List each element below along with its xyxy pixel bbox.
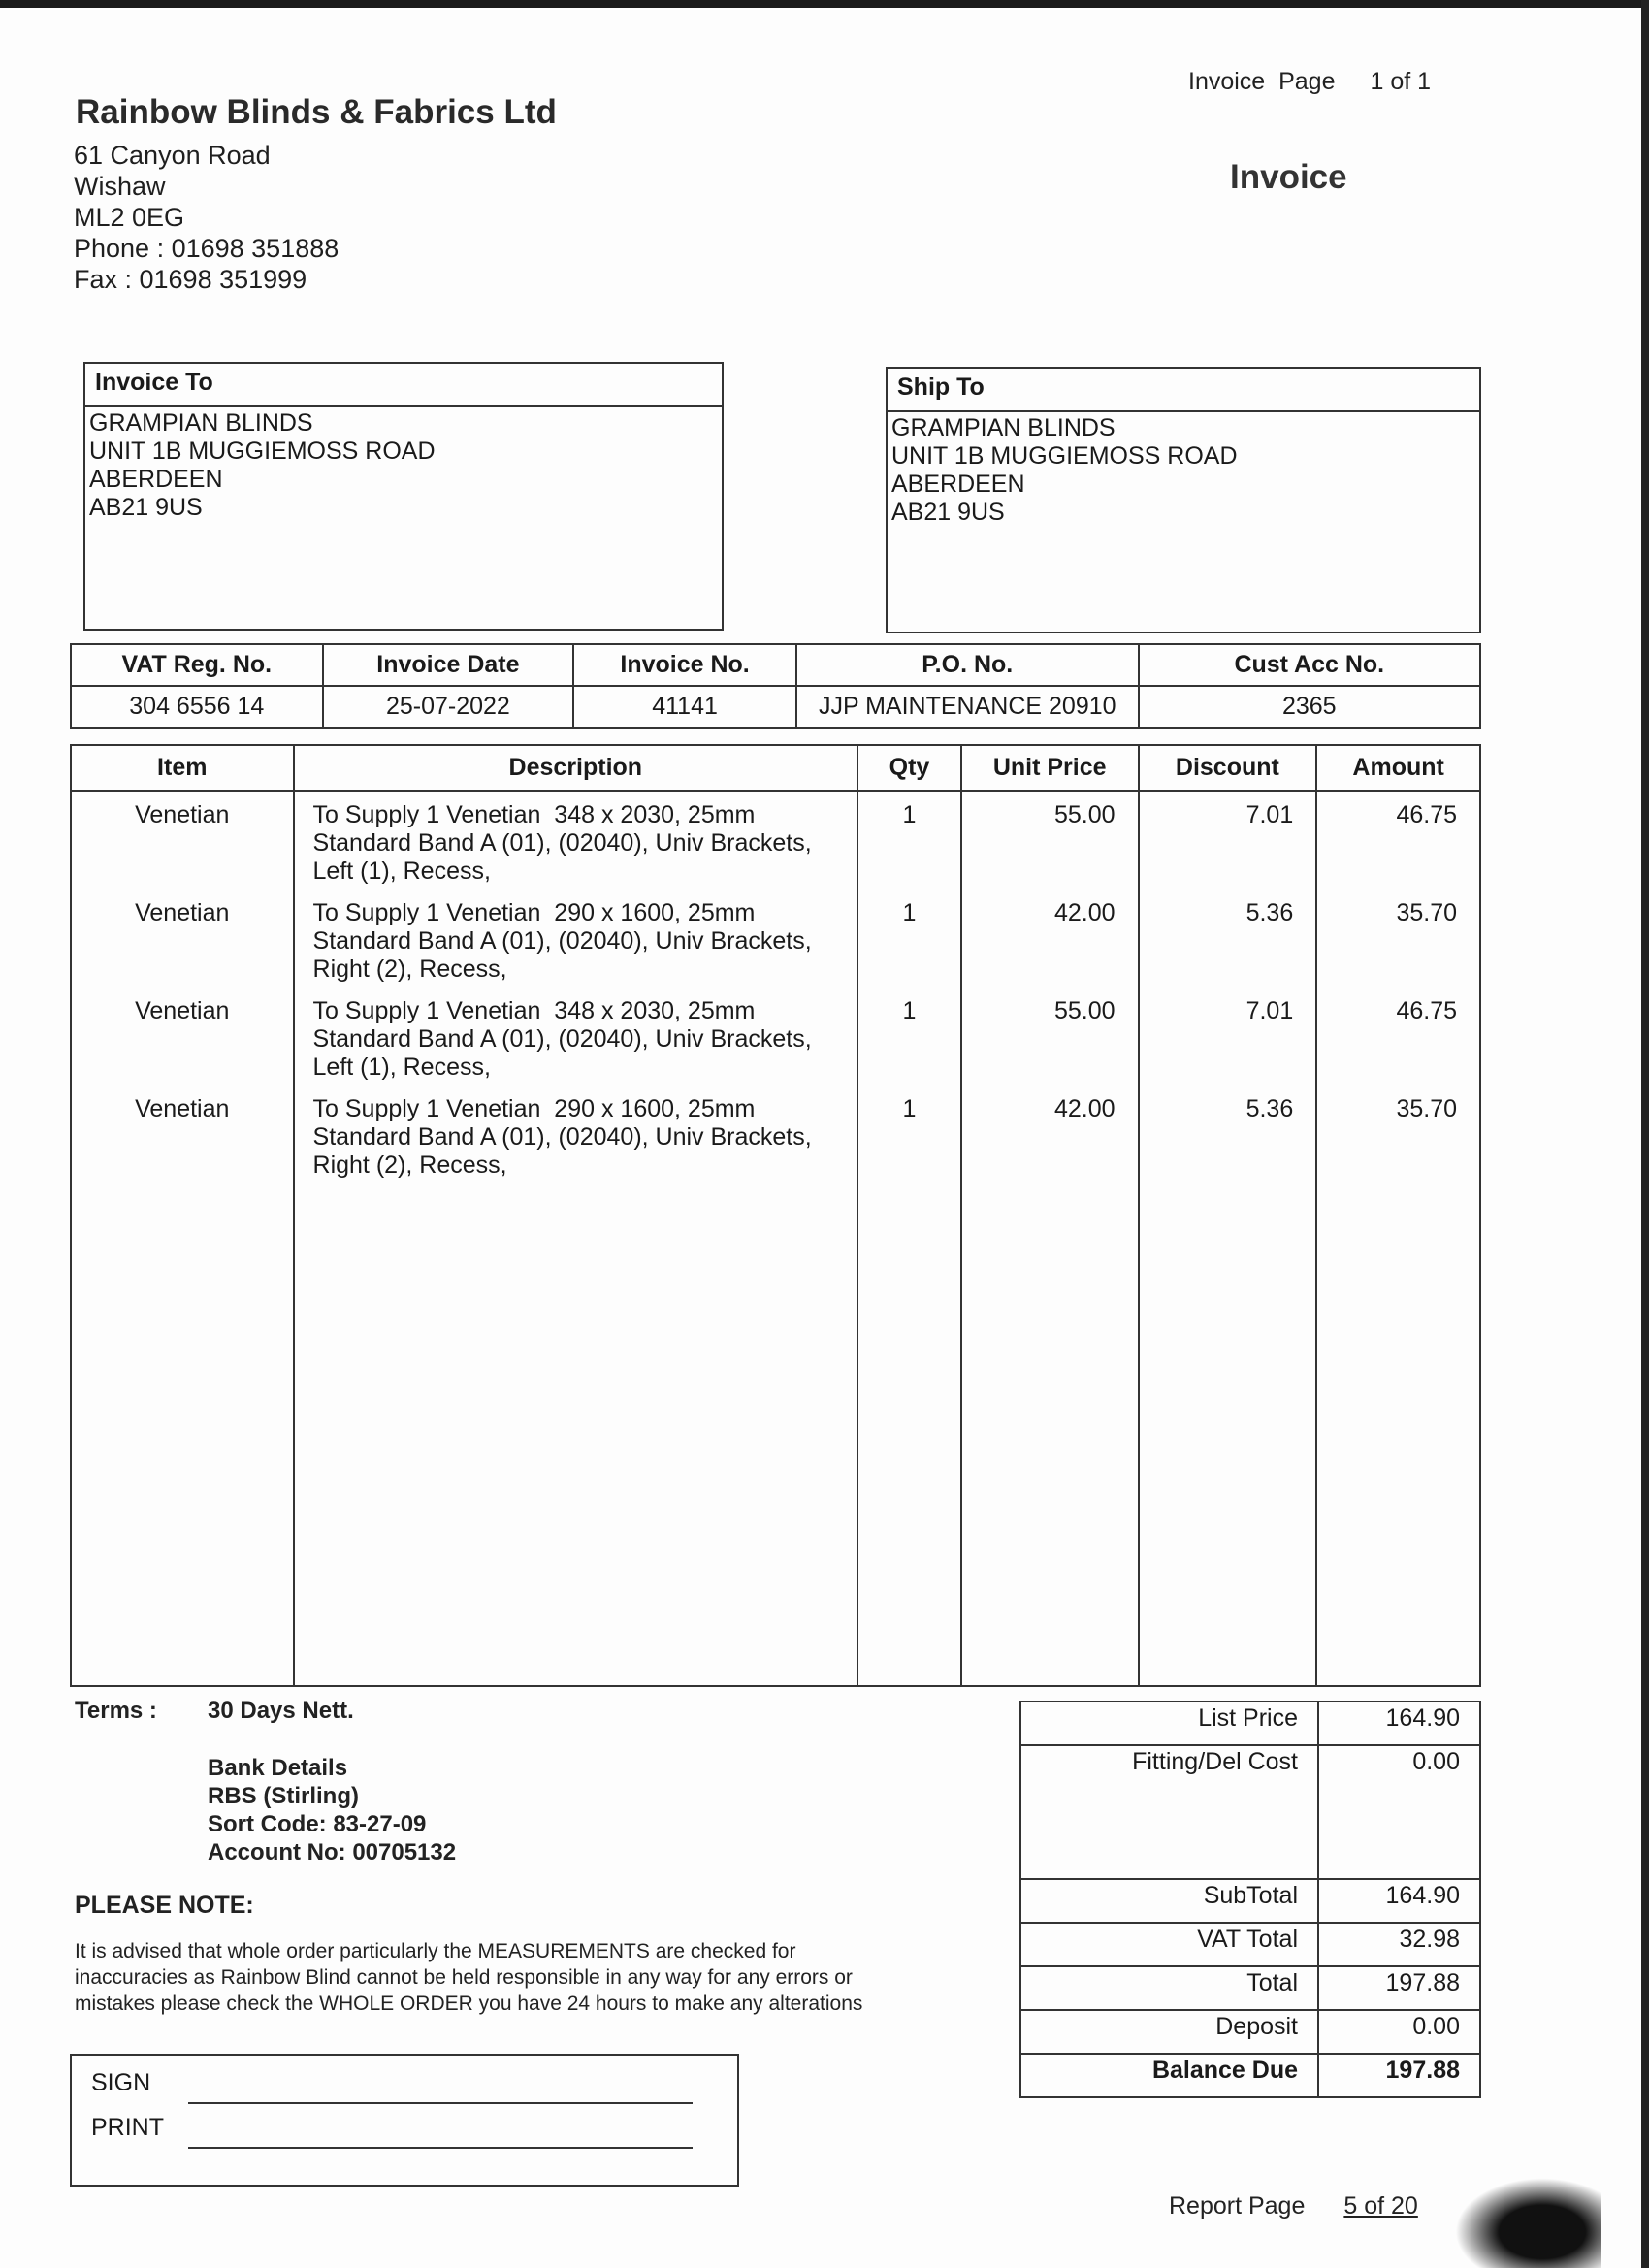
address-line: AB21 9US xyxy=(891,499,1005,526)
address-line: UNIT 1B MUGGIEMOSS ROAD xyxy=(89,437,436,465)
address-line: ABERDEEN xyxy=(89,466,223,493)
amount-cell: 46.75 xyxy=(1396,997,1457,1024)
discount-cell: 5.36 xyxy=(1245,899,1294,926)
items-header-row xyxy=(71,745,1480,791)
invoice-to-heading: Invoice To xyxy=(85,364,722,407)
item-header: Item xyxy=(71,745,294,791)
unit-price-column xyxy=(961,791,1139,1686)
invoice-date-header: Invoice Date xyxy=(323,644,574,686)
phone-line: Phone : 01698 351888 xyxy=(74,234,340,263)
invoice-page-value: 1 of 1 xyxy=(1370,68,1432,95)
po-no-value: JJP MAINTENANCE 20910 xyxy=(796,686,1139,728)
ship-to-box xyxy=(886,367,1481,633)
invoice-no-header: Invoice No. xyxy=(573,644,796,686)
unit-price-cell: 55.00 xyxy=(1053,997,1116,1024)
cust-acc-value: 2365 xyxy=(1139,686,1480,728)
balance-due-row xyxy=(1020,2054,1480,2097)
ship-to-address xyxy=(888,412,1479,527)
description-line: Standard Band A (01), (02040), Univ Brackets, xyxy=(312,829,812,857)
invoice-to-box xyxy=(83,362,724,631)
item-cell: Venetian xyxy=(135,1095,230,1122)
qty-cell: 1 xyxy=(902,801,917,828)
bank-name: RBS (Stirling) xyxy=(208,1783,359,1809)
fitting-value: 0.00 xyxy=(1318,1745,1480,1879)
scan-smudge xyxy=(1455,2178,1600,2268)
bank-details xyxy=(208,1754,456,1866)
company-name: Rainbow Blinds & Fabrics Ltd xyxy=(76,93,557,131)
description-cell xyxy=(296,899,857,997)
items-body xyxy=(71,791,1480,1686)
unit-price-cell: 42.00 xyxy=(1053,1095,1116,1122)
qty-cell: 1 xyxy=(902,997,917,1024)
account-number: Account No: 00705132 xyxy=(208,1839,457,1865)
amount-column xyxy=(1316,791,1480,1686)
address-line: ML2 0EG xyxy=(74,203,185,232)
print-label: PRINT xyxy=(91,2114,164,2141)
sign-line[interactable] xyxy=(188,2102,693,2104)
unit-price-header: Unit Price xyxy=(961,745,1139,791)
sort-code: Sort Code: 83-27-09 xyxy=(208,1811,427,1837)
qty-cell: 1 xyxy=(902,899,917,926)
cust-acc-header: Cust Acc No. xyxy=(1139,644,1480,686)
po-no-header: P.O. No. xyxy=(796,644,1139,686)
fitting-row xyxy=(1020,1745,1480,1879)
address-line: 61 Canyon Road xyxy=(74,141,271,170)
description-line: To Supply 1 Venetian 348 x 2030, 25mm xyxy=(312,997,756,1024)
signature-box xyxy=(70,2054,739,2187)
address-line: ABERDEEN xyxy=(891,470,1025,498)
description-line: Right (2), Recess, xyxy=(312,956,507,983)
invoice-page-label: Invoice Page xyxy=(1188,68,1336,95)
list-price-value: 164.90 xyxy=(1318,1701,1480,1745)
invoice-date-value: 25-07-2022 xyxy=(323,686,574,728)
subtotal-label: SubTotal xyxy=(1020,1879,1318,1923)
please-note-heading: PLEASE NOTE: xyxy=(75,1892,254,1919)
unit-price-cell: 55.00 xyxy=(1053,801,1116,828)
scan-edge-right xyxy=(1641,0,1649,2268)
vat-label: VAT Total xyxy=(1020,1923,1318,1966)
list-price-row xyxy=(1020,1701,1480,1745)
unit-price-cell: 42.00 xyxy=(1053,899,1116,926)
ship-to-heading: Ship To xyxy=(888,369,1479,412)
item-column xyxy=(71,791,294,1686)
description-line: Standard Band A (01), (02040), Univ Brackets, xyxy=(312,927,812,955)
address-line: Wishaw xyxy=(74,172,166,201)
description-line: Right (2), Recess, xyxy=(312,1151,507,1179)
invoice-to-address xyxy=(85,407,722,522)
amount-cell: 35.70 xyxy=(1396,1095,1457,1122)
please-note-text xyxy=(75,1938,1006,2017)
print-line[interactable] xyxy=(188,2147,693,2149)
balance-due-value: 197.88 xyxy=(1318,2054,1480,2097)
note-line: mistakes please check the WHOLE ORDER you have 24 hours to make any alterations xyxy=(75,1993,863,2015)
subtotal-row xyxy=(1020,1879,1480,1923)
description-cell xyxy=(296,1095,857,1193)
deposit-row xyxy=(1020,2010,1480,2054)
description-header: Description xyxy=(294,745,858,791)
description-line: Left (1), Recess, xyxy=(312,1053,491,1081)
bank-details-heading: Bank Details xyxy=(208,1755,348,1781)
fitting-label: Fitting/Del Cost xyxy=(1020,1745,1318,1879)
address-line: GRAMPIAN BLINDS xyxy=(89,409,313,437)
description-line: To Supply 1 Venetian 348 x 2030, 25mm xyxy=(312,801,756,828)
item-cell: Venetian xyxy=(135,801,230,828)
discount-column xyxy=(1139,791,1317,1686)
meta-value-row xyxy=(71,686,1480,728)
description-cell xyxy=(296,997,857,1095)
balance-due-label: Balance Due xyxy=(1020,2054,1318,2097)
discount-header: Discount xyxy=(1139,745,1317,791)
invoice-no-value: 41141 xyxy=(573,686,796,728)
report-page-label: Report Page xyxy=(1169,2192,1306,2219)
line-items-table xyxy=(70,744,1481,1687)
vat-reg-value: 304 6556 14 xyxy=(71,686,323,728)
description-line: Left (1), Recess, xyxy=(312,858,491,885)
terms-value: 30 Days Nett. xyxy=(208,1698,354,1724)
deposit-value: 0.00 xyxy=(1318,2010,1480,2054)
total-value: 197.88 xyxy=(1318,1966,1480,2010)
total-row xyxy=(1020,1966,1480,2010)
note-line: It is advised that whole order particularly the MEASUREMENTS are checked for xyxy=(75,1940,796,1962)
amount-cell: 35.70 xyxy=(1396,899,1457,926)
total-label: Total xyxy=(1020,1966,1318,2010)
qty-column xyxy=(857,791,961,1686)
list-price-label: List Price xyxy=(1020,1701,1318,1745)
address-line: AB21 9US xyxy=(89,494,203,521)
amount-header: Amount xyxy=(1316,745,1480,791)
discount-cell: 5.36 xyxy=(1245,1095,1294,1122)
description-cell xyxy=(296,801,857,899)
description-line: Standard Band A (01), (02040), Univ Brackets, xyxy=(312,1123,812,1150)
vat-reg-header: VAT Reg. No. xyxy=(71,644,323,686)
fax-line: Fax : 01698 351999 xyxy=(74,265,307,294)
report-page-value: 5 of 20 xyxy=(1343,2192,1418,2219)
deposit-label: Deposit xyxy=(1020,2010,1318,2054)
address-line: GRAMPIAN BLINDS xyxy=(891,414,1116,441)
company-address xyxy=(74,140,339,295)
subtotal-value: 164.90 xyxy=(1318,1879,1480,1923)
terms-label: Terms : xyxy=(75,1698,157,1724)
description-line: Standard Band A (01), (02040), Univ Brackets, xyxy=(312,1025,812,1053)
totals-table xyxy=(1019,1701,1481,2098)
document-title: Invoice xyxy=(1230,158,1347,196)
description-line: To Supply 1 Venetian 290 x 1600, 25mm xyxy=(312,1095,756,1122)
qty-cell: 1 xyxy=(902,1095,917,1122)
meta-header-row xyxy=(71,644,1480,686)
discount-cell: 7.01 xyxy=(1245,997,1294,1024)
discount-cell: 7.01 xyxy=(1245,801,1294,828)
invoice-page-info xyxy=(1188,68,1431,96)
amount-cell: 46.75 xyxy=(1396,801,1457,828)
item-cell: Venetian xyxy=(135,997,230,1024)
item-cell: Venetian xyxy=(135,899,230,926)
sign-label: SIGN xyxy=(91,2069,151,2096)
note-line: inaccuracies as Rainbow Blind cannot be held responsible in any way for any errors or xyxy=(75,1966,853,1989)
description-line: To Supply 1 Venetian 290 x 1600, 25mm xyxy=(312,899,756,926)
vat-value: 32.98 xyxy=(1318,1923,1480,1966)
invoice-meta-table xyxy=(70,643,1481,729)
report-page-info xyxy=(1169,2192,1418,2220)
description-column xyxy=(294,791,858,1686)
vat-row xyxy=(1020,1923,1480,1966)
address-line: UNIT 1B MUGGIEMOSS ROAD xyxy=(891,442,1238,470)
qty-header: Qty xyxy=(857,745,961,791)
scan-edge-top xyxy=(0,0,1649,8)
